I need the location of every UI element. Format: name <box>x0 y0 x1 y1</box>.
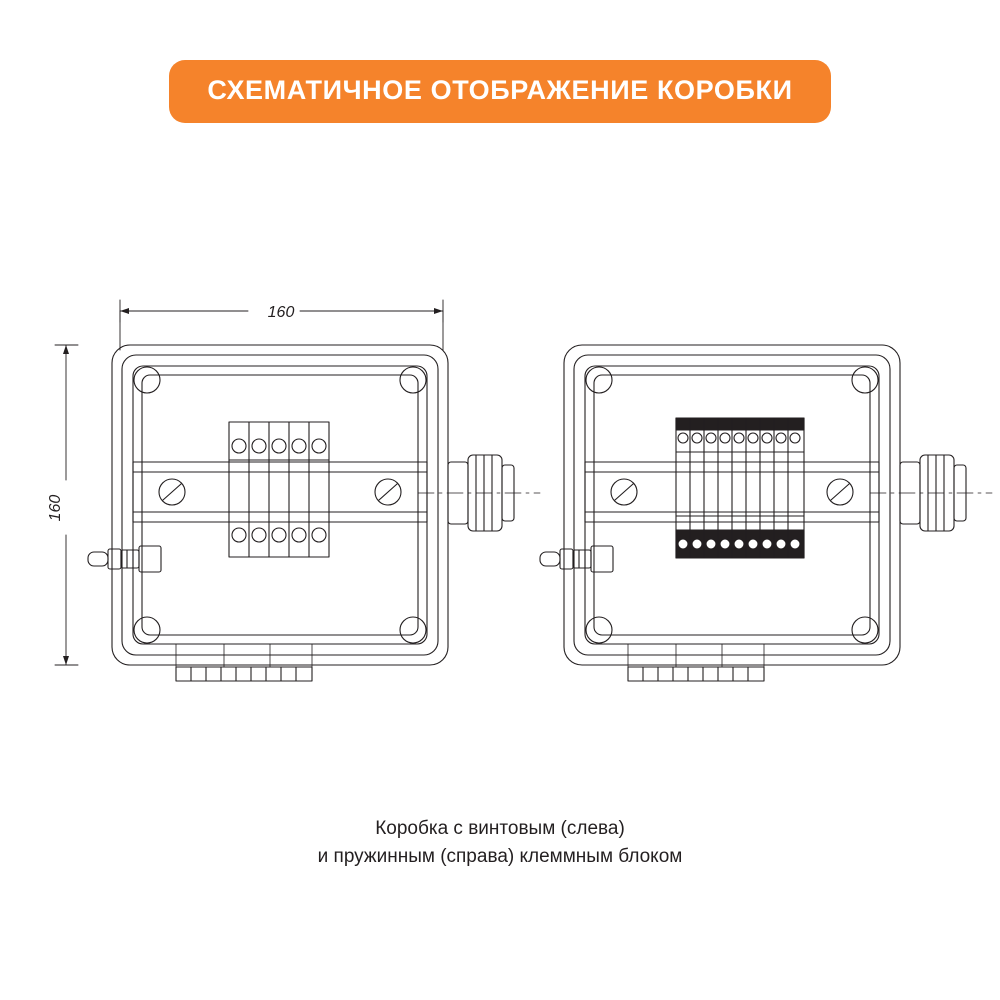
terminal-block-spring-right <box>676 418 804 558</box>
left-view <box>88 345 540 681</box>
header-banner-container <box>0 60 1000 123</box>
terminal-screw-bottom-1 <box>232 528 246 542</box>
enclosure-outer-left <box>112 345 448 665</box>
terminal-screw-bottom-5 <box>312 528 326 542</box>
technical-drawing <box>0 250 1000 720</box>
bottom-vent-strip-left <box>176 667 312 681</box>
cable-gland-left-left-view <box>88 546 161 572</box>
corner-boss-tl-right <box>586 367 612 393</box>
cable-gland-left-right-view <box>540 546 613 572</box>
terminal-screw-top-3 <box>272 439 286 453</box>
terminal-screw-bottom-2 <box>252 528 266 542</box>
corner-boss-br-right <box>852 617 878 643</box>
terminal-screw-top-5 <box>312 439 326 453</box>
right-view <box>540 345 992 681</box>
terminal-screw-bottom-3 <box>272 528 286 542</box>
rail-screw-right-2 <box>827 479 853 505</box>
terminal-screw-bottom-4 <box>292 528 306 542</box>
corner-boss-tr-left <box>400 367 426 393</box>
enclosure-cavity-left <box>142 375 418 635</box>
caption-line-1: Коробка с винтовым (слева) <box>375 818 625 839</box>
drawing-svg <box>0 250 1000 720</box>
terminal-block-screw-left <box>229 422 329 557</box>
din-rail-left <box>133 462 427 522</box>
terminal-screw-top-1 <box>232 439 246 453</box>
bottom-vent-strip-right <box>628 667 764 681</box>
corner-boss-tl-left <box>134 367 160 393</box>
page-title-banner: СХЕМАТИЧНОЕ ОТОБРАЖЕНИЕ КОРОБКИ <box>169 60 830 123</box>
dimension-height-label: 160 <box>47 494 64 522</box>
corner-boss-tr-right <box>852 367 878 393</box>
corner-boss-br-left <box>400 617 426 643</box>
corner-boss-bl-right <box>586 617 612 643</box>
terminal-screw-top-2 <box>252 439 266 453</box>
terminal-screw-top-4 <box>292 439 306 453</box>
caption-line-2: и пружинным (справа) клеммным блоком <box>317 846 683 867</box>
enclosure-inner-left <box>133 366 427 644</box>
figure-caption <box>0 815 1000 871</box>
rail-screw-left-1 <box>159 479 185 505</box>
terminal-block-body-left <box>229 422 329 557</box>
rail-screw-right-1 <box>611 479 637 505</box>
dimension-width-label: 160 <box>267 304 295 321</box>
corner-boss-bl-left <box>134 617 160 643</box>
rail-screw-left-2 <box>375 479 401 505</box>
